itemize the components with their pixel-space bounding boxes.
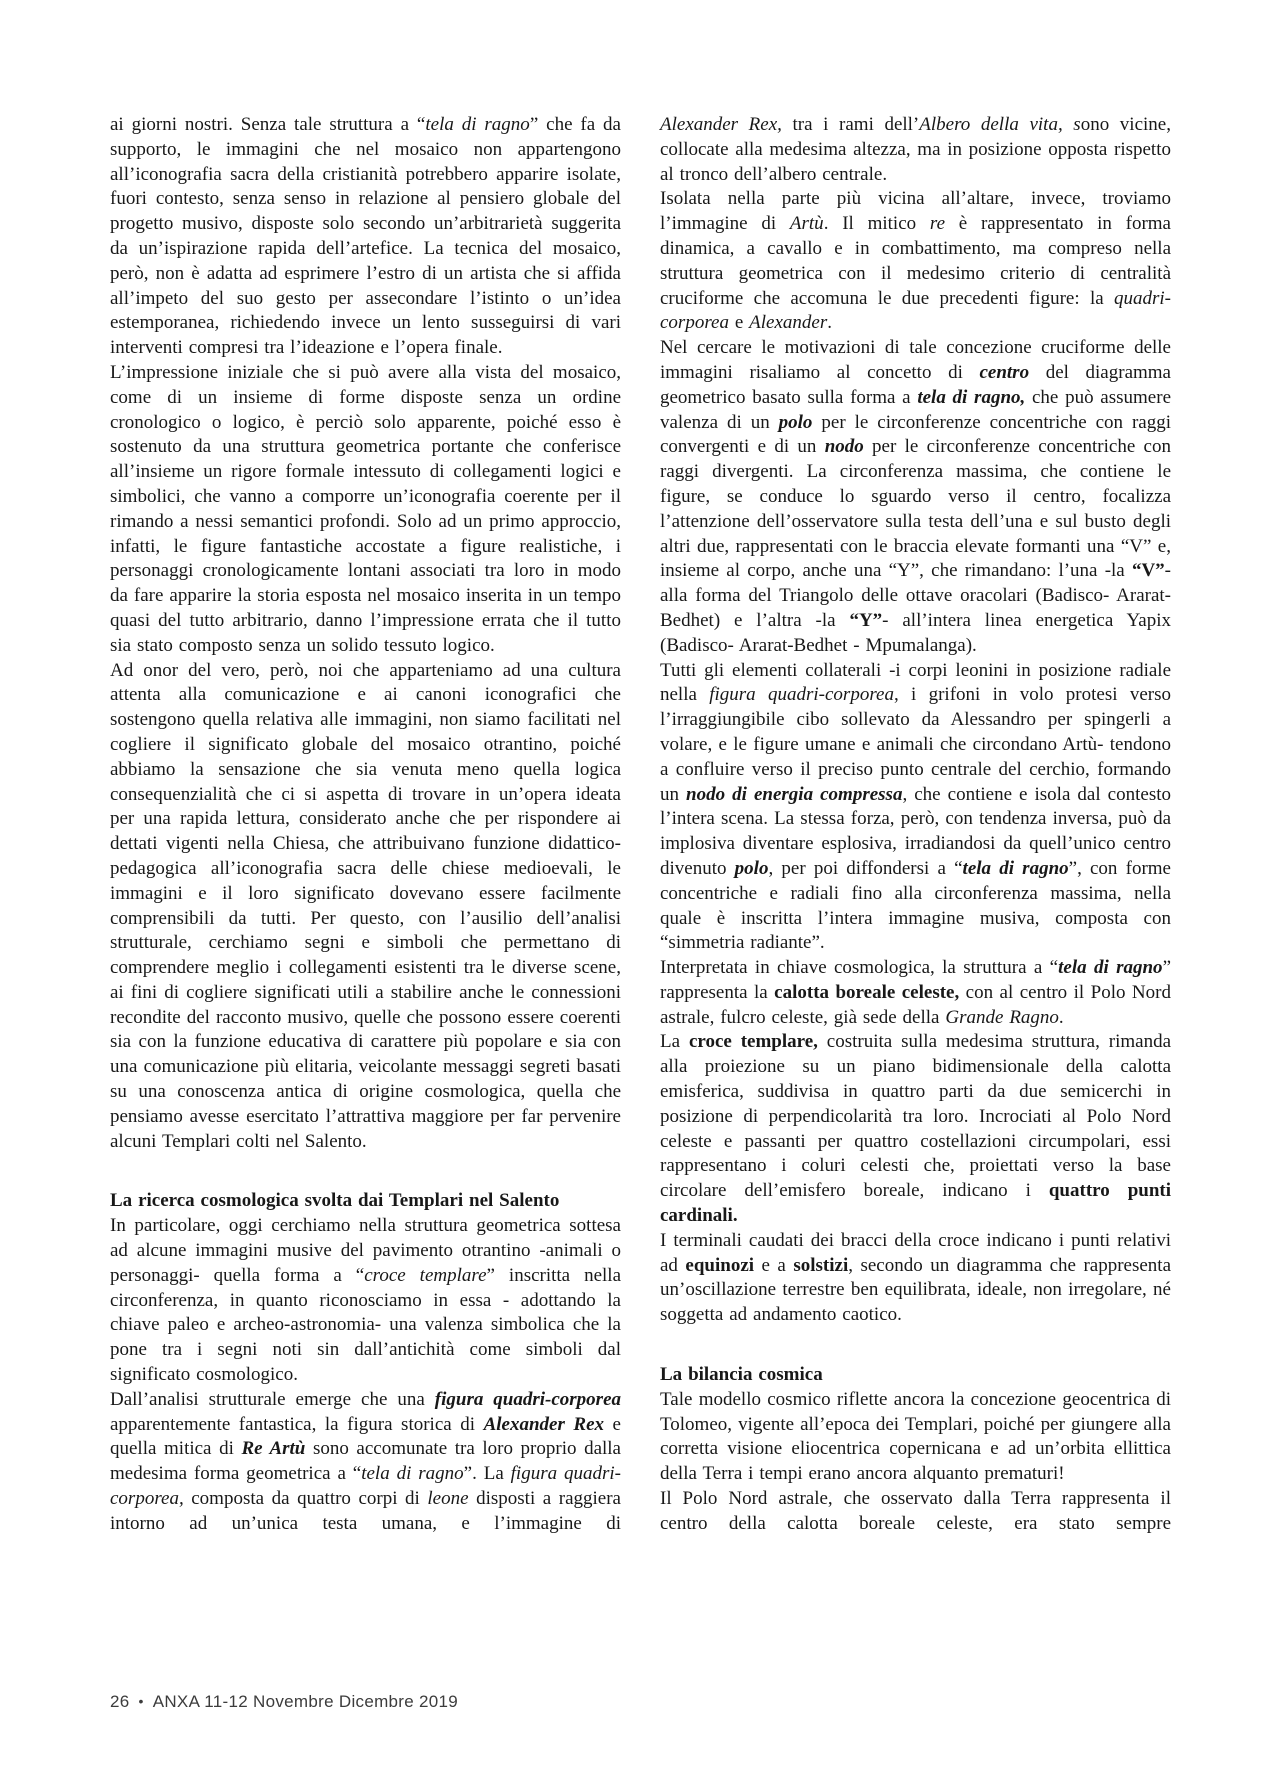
paragraph bbox=[660, 1030, 1171, 1228]
text-run: ”, con forme concentriche e radiali fino alla circonferenza massima, nella quale è inscritta l’intera immagine musiva, composta con “simmetria radiante”. bbox=[660, 857, 1171, 954]
text-run-bi: figura quadri-corporea bbox=[434, 1388, 621, 1410]
text-run-bi: Alexander Rex bbox=[483, 1413, 605, 1435]
paragraph-gap bbox=[660, 1328, 1171, 1363]
text-run: Tale modello cosmico riflette ancora la concezione geocentrica di Tolomeo, vigente all’epoca dei Templari, poiché per giungere alla corretta visione eliocentrica copernicana e ad un’orbita ellittica della Terra i tempi erano ancora alquanto prematuri! bbox=[660, 1388, 1171, 1485]
text-run-i: figura quadri-corporea, bbox=[110, 1463, 621, 1510]
text-run-i: Alexander Rex, bbox=[660, 114, 782, 135]
footer-issue-label: ANXA 11-12 Novembre Dicembre 2019 bbox=[152, 1692, 459, 1711]
text-run-b: “Y” bbox=[849, 609, 883, 631]
text-run-bi: tela di ragno, bbox=[917, 386, 1026, 408]
text-run-bi: Re Artù bbox=[241, 1438, 306, 1460]
text-run: tra i rami dell’ bbox=[781, 114, 920, 135]
text-run-i: Albero della vita, s bbox=[919, 114, 1081, 135]
text-run-bi: nodo bbox=[824, 436, 864, 458]
text-run: composta da quattro corpi di bbox=[183, 1488, 428, 1510]
text-run-bi: tela di ragno bbox=[1058, 957, 1163, 979]
text-run: che può assumere valenza di un bbox=[660, 386, 1172, 433]
text-run-b: croce templare, bbox=[688, 1031, 818, 1053]
text-run: , che contiene e isola dal contesto l’intera scena. La stessa forza, però, con tendenza inversa, può da implosiva diventare esplosiva, irradiandosi da quell’unico centro divenuto bbox=[660, 783, 1172, 879]
text-run: Ad onor del vero, però, noi che apparteniamo ad una cultura attenta alla comunicazione e ai canoni iconografici che sostengono quella relativa alle immagini, non siamo facilitati nel cogliere il significato globale del mosaico otrantino, poiché abbiamo la sensazione che sia venuta meno quella logica consequenzialità che ci si aspetta di trovare in un’opera ideata per una rapida lettura, considerato anche che per rispondere ai dettati vigenti nella Chiesa, che attribuivano funzione didattico-pedagogica all’iconografia sacra delle chiese medioevali, le immagini e il loro significato dovevano essere facilmente comprensibili da tutti. Per questo, con l’ausilio dell’analisi strutturale, cerchiamo segni e simboli che permettano di comprendere meglio i collegamenti esistenti tra le diverse scene, ai fini di cogliere significati utili a stabilire anche le connessioni recondite del racconto musivo, quelle che possono essere coerenti sia con la funzione educativa di carattere più popolare e sia con una comunicazione più elitaria, veicolante messaggi segreti basati su una conoscenza antica di origine cosmologica, quella che pensiamo avesse esercitato l’attrattiva maggiore per far pervenire alcuni Templari colti nel Salento. bbox=[110, 659, 621, 1152]
text-run: Dall’analisi strutturale emerge che una bbox=[110, 1388, 435, 1410]
text-run: Interpretata in chiave cosmologica, la struttura a “ bbox=[660, 957, 1059, 979]
text-run: Isolata nella parte più vicina all’altare, invece, troviamo l’immagine di bbox=[660, 188, 1171, 235]
text-run-i: Alexander bbox=[749, 312, 828, 334]
text-run: ono vicine, collocate alla medesima altezza, ma in posizione opposta rispetto al tronco dell’albero centrale. bbox=[660, 114, 1171, 185]
footer-bullet: • bbox=[138, 1693, 144, 1709]
text-run-i: tela di ragno bbox=[361, 1463, 464, 1485]
text-run: . bbox=[827, 312, 832, 334]
text-run: sono accomunate tra loro proprio dalla medesima forma geometrica a “ bbox=[110, 1438, 621, 1485]
text-run-b: “V” bbox=[1131, 560, 1165, 582]
paragraph bbox=[660, 1229, 1171, 1328]
left-column bbox=[110, 113, 621, 1537]
text-run-bi: tela di ragno bbox=[962, 857, 1069, 879]
text-run: per le circonferenze concentriche con raggi convergenti e di un bbox=[660, 411, 1171, 458]
text-run: La bbox=[660, 1031, 689, 1053]
text-run: costruita sulla medesima struttura, rimanda alla proiezione su un piano bidimensionale della calotta emisferica, suddivisa in quattro parti da due semicerchi in posizione di perpendicolarità tra loro. Incrociati al Polo Nord celeste e passanti per quattro costellazioni circumpolari, essi rappresentano i coluri celesti che, proiettati verso la base circolare dell’emisfero boreale, indicano i bbox=[660, 1031, 1171, 1202]
text-run: Tutti gli elementi collaterali -i corpi leonini in posizione radiale nella bbox=[660, 659, 1171, 706]
text-run: . Il mitico bbox=[823, 213, 930, 235]
text-run: In particolare, oggi cerchiamo nella struttura geometrica sottesa ad alcune immagini musive del pavimento otrantino -animali o personaggi- quella forma a “ bbox=[110, 1215, 621, 1286]
paragraph-gap bbox=[110, 1154, 621, 1189]
text-run-i: leone bbox=[427, 1488, 469, 1510]
text-run: La ricerca cosmologica svolta dai Templari nel Salento bbox=[110, 1190, 560, 1212]
text-run: ” che fa da supporto, le immagini che nel mosaico non appartengono all’iconografia sacra della cristianità potrebbero apparire isolate, fuori contesto, senza senso in relazione al pensiero globale del progetto musivo, disposte solo secondo un’arbitrarietà suggerita da un’ispirazione rapida dell’artefice. La tecnica del mosaico, però, non è adatta ad esprimere l’estro di un artista che si affida all’impeto del suo gesto per assecondare l’istinto o un’idea estemporanea, richiedendo invece un lento susseguirsi di vari interventi compresi tra l’ideazione e l’opera finale. bbox=[110, 114, 621, 359]
text-run: - all’intera linea energetica Yapix (Badisco- Ararat-Bedhet - Mpumalanga). bbox=[660, 609, 1171, 656]
text-run: è rappresentato in forma dinamica, a cavallo e in combattimento, ma compreso nella struttura geometrica con il medesimo criterio di centralità cruciforme che accomuna le due precedenti figure: la bbox=[660, 213, 1171, 309]
paragraph bbox=[110, 659, 621, 1155]
text-run: del diagramma geometrico basato sulla forma a bbox=[660, 361, 1171, 408]
text-run: L’impressione iniziale che si può avere alla vista del mosaico, come di un insieme di forme disposte senza un ordine cronologico o logico, è perciò solo apparente, poiché esso è sostenuto da una struttura geometrica portante che conferisce all’insieme un rigore formale intessuto di collegamenti logici e simbolici, che vanno a comporre un’iconografia coerente per il rimando a nessi semantici profondi. Solo ad un primo approccio, infatti, le figure fantastiche accostate a figure realistiche, i personaggi cronologicamente lontani associati tra loro in modo da fare apparire la storia esposta nel mosaico inserita in un tempo quasi del tutto arbitrario, danno l’impressione errata che il tutto sia stato composto senza un solido tessuto logico. bbox=[110, 361, 621, 656]
paragraph bbox=[660, 113, 1171, 187]
text-run: disposti a raggiera intorno ad un’unica testa umana, e l’immagine di bbox=[110, 1488, 621, 1534]
page-footer bbox=[110, 1692, 458, 1712]
text-run-b: quattro punti cardinali. bbox=[660, 1180, 1171, 1227]
text-run-i: croce templare bbox=[364, 1264, 487, 1286]
text-run-i: re bbox=[929, 213, 946, 235]
paragraph bbox=[110, 1388, 621, 1537]
paragraph bbox=[110, 1214, 621, 1388]
text-run: per le circonferenze concentriche con raggi divergenti. La circonferenza massima, che contiene le figure, se conduce lo sguardo verso il centro, focalizza l’attenzione dell’osservatore sulla testa dell’una e sul busto degli altri due, rappresentati con le braccia elevate formanti una “V” e, insieme al corpo, anche una “Y”, che rimandano: l’una -la bbox=[660, 436, 1171, 582]
text-run-b: equinozi bbox=[685, 1254, 755, 1276]
text-run: apparentemente fantastica, la figura storica di bbox=[110, 1413, 484, 1435]
text-run-b: calotta boreale celeste, bbox=[774, 981, 960, 1003]
page-number: 26 bbox=[110, 1692, 130, 1711]
text-run: , i grifoni in volo protesi verso l’irraggiungibile cibo sollevato da Alessandro per spingerli a volare, e le figure umane e animali che circondano Artù- tendono a confluire verso il preciso punto centrale del cerchio, formando un bbox=[660, 684, 1171, 805]
text-run: Il Polo Nord astrale, che osservato dalla Terra rappresenta il centro della calotta boreale celeste, era stato sempre bbox=[660, 1488, 1171, 1534]
text-run: ” rappresenta la bbox=[660, 957, 1171, 1003]
text-run-i: Grande Ragno bbox=[945, 1006, 1059, 1028]
text-run: e bbox=[728, 312, 750, 334]
text-run: ” inscritta nella circonferenza, in quanto riconosciamo in essa - adottando la chiave paleo e archeo-astronomia- una valenza simbolica che la pone tra i segni noti sin dall’antichità come simboli dal significato cosmologico. bbox=[110, 1264, 622, 1386]
text-run-i: figura quadri-corporea bbox=[709, 684, 894, 706]
text-run: , per poi diffondersi a “ bbox=[768, 857, 963, 879]
text-run: La bilancia cosmica bbox=[660, 1364, 823, 1386]
text-run-i: tela di ragno bbox=[425, 114, 530, 135]
section-heading bbox=[660, 1363, 1171, 1388]
text-run: . bbox=[1058, 1006, 1064, 1028]
text-run-bi: polo bbox=[778, 411, 813, 433]
text-run-i: quadri-corporea bbox=[660, 287, 1171, 334]
text-run: Nel cercare le motivazioni di tale concezione cruciforme delle immagini risaliamo al concetto di bbox=[660, 337, 1171, 383]
text-run: I terminali caudati dei bracci della croce indicano i punti relativi ad bbox=[660, 1229, 1171, 1276]
text-run-bi: nodo di energia compressa bbox=[686, 783, 903, 805]
text-run-i: Artù bbox=[789, 213, 824, 235]
paragraph bbox=[660, 187, 1171, 336]
text-run: ai giorni nostri. Senza tale struttura a “ bbox=[110, 114, 426, 135]
text-run: - alla forma del Triangolo delle ottave oracolari (Badisco- Ararat-Bedhet) e l’altra -la bbox=[660, 560, 1171, 631]
paragraph bbox=[660, 336, 1171, 658]
paragraph bbox=[660, 1487, 1171, 1537]
section-heading bbox=[110, 1189, 621, 1214]
text-run: con al centro il Polo Nord astrale, fulcro celeste, già sede della bbox=[660, 981, 1171, 1028]
text-run-bi: polo bbox=[734, 857, 769, 879]
right-column bbox=[660, 113, 1171, 1537]
paragraph bbox=[660, 659, 1171, 957]
text-run: ”. La bbox=[463, 1463, 511, 1485]
paragraph bbox=[110, 113, 621, 361]
text-run-bi: centro bbox=[979, 361, 1030, 383]
paragraph bbox=[660, 1388, 1171, 1487]
text-run: e a bbox=[754, 1254, 794, 1276]
paragraph bbox=[660, 956, 1171, 1030]
text-run: , secondo un diagramma che rappresenta un’oscillazione terrestre ben equilibrata, ideale, non irregolare, né soggetta ad andamento caotico. bbox=[660, 1254, 1171, 1326]
text-run: e quella mitica di bbox=[110, 1413, 621, 1460]
paragraph bbox=[110, 361, 621, 659]
text-run-b: solstizi bbox=[793, 1254, 849, 1276]
